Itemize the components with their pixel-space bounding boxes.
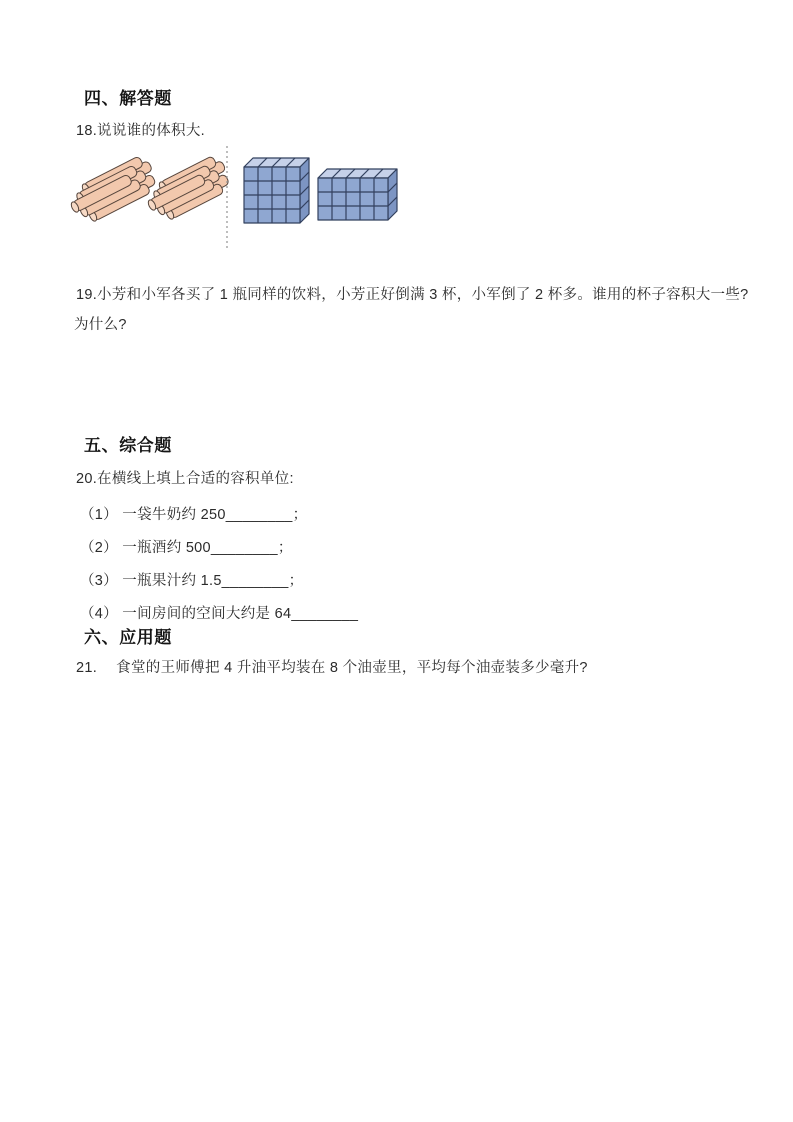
q18-figure-svg <box>0 0 793 270</box>
cube-block-small <box>318 169 397 220</box>
log-bundle-left <box>70 156 156 222</box>
section-heading-5: 五、综合题 <box>84 436 172 455</box>
q20-item-3: （3） 一瓶果汁约 1.5________； <box>80 573 304 589</box>
q20-item-2: （2） 一瓶酒约 500________； <box>80 540 293 556</box>
question-19-line1: 19.小芳和小军各买了 1 瓶同样的饮料，小芳正好倒满 3 杯，小军倒了 2 杯多。谁用的杯子容积大一些? <box>76 287 749 303</box>
section-heading-4: 四、解答题 <box>84 89 172 108</box>
question-21: 21. 食堂的王师傅把 4 升油平均装在 8 个油壶里，平均每个油壶装多少毫升? <box>76 660 588 676</box>
q20-item-4: （4） 一间房间的空间大约是 64________ <box>80 606 359 622</box>
question-19-line2: 为什么? <box>74 317 127 333</box>
section-heading-6: 六、应用题 <box>84 628 172 647</box>
cube-block-large <box>244 158 309 223</box>
q20-item-1: （1） 一袋牛奶约 250________； <box>80 507 308 523</box>
log-bundle-right <box>147 156 230 221</box>
question-18: 18.说说谁的体积大. <box>76 123 205 139</box>
question-20: 20.在横线上填上合适的容积单位: <box>76 471 294 487</box>
